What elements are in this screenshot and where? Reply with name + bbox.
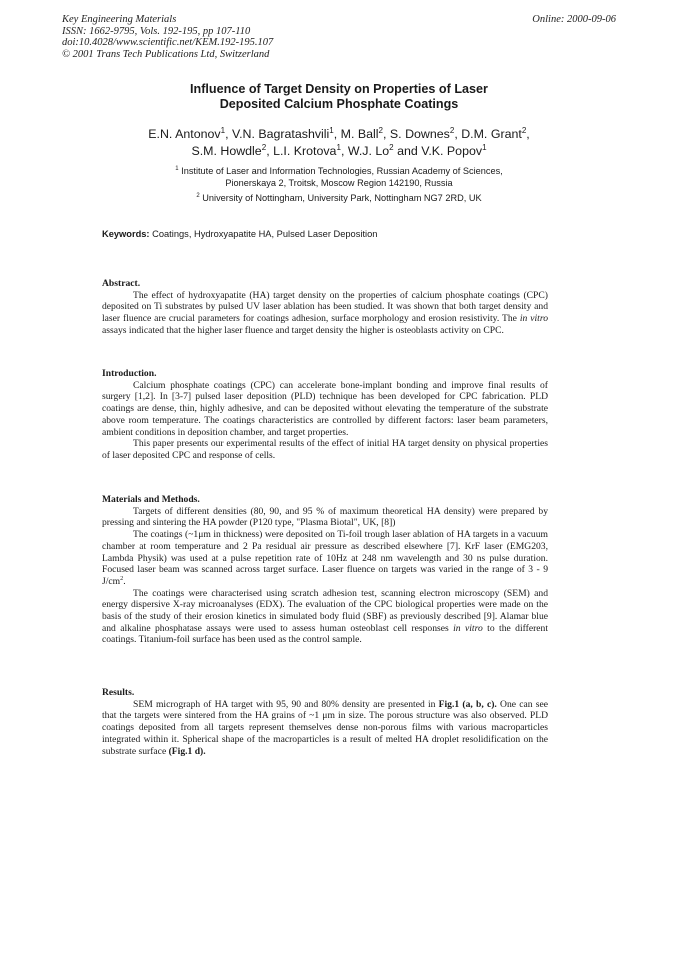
- methods-paragraph-1: Targets of different densities (80, 90, and 95 % of maximum theoretical HA density) were prepared by pressing and sintering the HA powder (P120 type, "Plasma Biotal", UK, [8]): [102, 505, 548, 529]
- issn-line: ISSN: 1662-9795, Vols. 192-195, pp 107-110: [62, 25, 251, 37]
- results-paragraph: SEM micrograph of HA target with 95, 90 and 80% density are presented in Fig.1 (a, b, c). One can see that the targets were sintered from the HA grains of ~1 μm in size. The porous structure was also observed. PLD coatings deposited from all targets represent themselves dense non-porous films with various macroparticles integrated within it. Spherical shape of the macroparticles is a result of melted HA droplet resolidification on the substrate surface (Fig.1 d).: [102, 698, 548, 757]
- introduction-paragraph-1: Calcium phosphate coatings (CPC) can accelerate bone-implant bonding and improve final results of surgery [1,2]. In [3-7] pulsed laser deposition (PLD) technique has been developed for CPC fabrication. PLD coatings are dense, thin, highly adhesive, and can be deposited without elevating the temperature of the substrate above room temperature. The coatings characteristics are controlled by different factors: laser beam parameters, ambient conditions in deposition chamber, and target properties.: [102, 379, 548, 438]
- introduction-section: [102, 368, 548, 462]
- author: W.J. Lo$^2$ and: [347, 142, 422, 158]
- methods-paragraph-2: The coatings (~1μm in thickness) were deposited on Ti-foil trough laser ablation of HA targets in a vacuum chamber at room temperature and 2 Pa residual air pressure as described elsewhere [7]. KrF laser (EMG203, Lambda Physik) was used at a pulse repetition rate of 10Hz at 248 nm wavelength and 30 ns pulse duration. Focused laser beam was scanned across target surface. Laser fluence on targets was varied in the range of 3 - 9 $J/cm^2$.: [102, 529, 548, 587]
- author: L.I. Krotova$^1$,: [273, 142, 348, 158]
- introduction-heading: Introduction.: [102, 368, 157, 379]
- journal-header: [62, 14, 273, 60]
- doi-link[interactable]: doi:10.4028/www.scientific.net/KEM.192-195.107: [62, 37, 274, 48]
- methods-heading: Materials and Methods.: [102, 494, 200, 505]
- figure-reference[interactable]: Fig.1 (a, b, c).: [438, 698, 497, 710]
- copyright-line: © 2001 Trans Tech Publications Ltd, Switzerland: [62, 48, 270, 60]
- author: S. Downes$^2$,: [389, 125, 462, 141]
- author: D.M. Grant$^2$,: [461, 125, 530, 141]
- paper-title: [100, 82, 578, 112]
- author: E.N. Antonov$^1$,: [148, 125, 232, 141]
- affiliations: [80, 165, 598, 204]
- affiliation-1: $^1$ Institute of Laser and Information Technologies, Russian Academy of Sciences, Pionerskaya 2, Troitsk, Moscow Region 142190, Russia: [175, 165, 503, 188]
- author: V.K. Popov$^1$: [421, 142, 487, 158]
- abstract-paragraph: The effect of hydroxyapatite (HA) target density on the properties of calcium phosphate coatings (CPC) deposited on Ti substrates by pulsed UV laser ablation has been studied. It was shown that both target density and laser fluence are crucial parameters for coatings adhesion, surface morphology and erosion resistivity. The in vitro assays indicated that the higher laser fluence and target density the higher is osteoblasts activity on CPC.: [102, 289, 548, 336]
- author: V.N. Bagratashvili$^1$,: [231, 125, 341, 141]
- keywords-text: Coatings, Hydroxyapatite HA, Pulsed Laser Deposition: [152, 229, 378, 239]
- author-list: [80, 126, 598, 160]
- keywords-label: Keywords:: [102, 229, 150, 239]
- author: S.M. Howdle$^2$,: [191, 142, 274, 158]
- title-line-2: Deposited Calcium Phosphate Coatings: [219, 97, 459, 111]
- methods-paragraph-3: The coatings were characterised using scratch adhesion test, scanning electron microscopy (SEM) and energy dispersive X-ray microanalyses (EDX). The evaluation of the CPC biological properties were made on the basis of the study of their erosion kinetics in simulated body fluid (SBF) as previously described [9]. Alamar blue and alkaline phosphatase assays were used to assess human osteoblast cell responses in vitro to the different coatings. Titanium-foil surface has been used as the control sample.: [102, 587, 548, 646]
- figure-reference[interactable]: (Fig.1 d).: [168, 745, 206, 757]
- affiliation-2: $^2$ University of Nottingham, University Park, Nottingham NG7 2RD, UK: [196, 192, 482, 203]
- online-date: Online: 2000-09-06: [532, 14, 616, 25]
- results-heading: Results.: [102, 687, 135, 698]
- keywords: [102, 228, 582, 240]
- title-line-1: Influence of Target Density on Properties of Laser: [190, 82, 488, 96]
- journal-name: Key Engineering Materials: [62, 14, 177, 25]
- abstract-heading: Abstract.: [102, 278, 141, 289]
- introduction-paragraph-2: This paper presents our experimental results of the effect of initial HA target density on physical properties of laser deposited CPC and response of cells.: [102, 438, 548, 461]
- author: M. Ball$^2$,: [340, 125, 390, 141]
- abstract-section: [102, 278, 548, 337]
- methods-section: [102, 494, 548, 646]
- results-section: [102, 687, 548, 757]
